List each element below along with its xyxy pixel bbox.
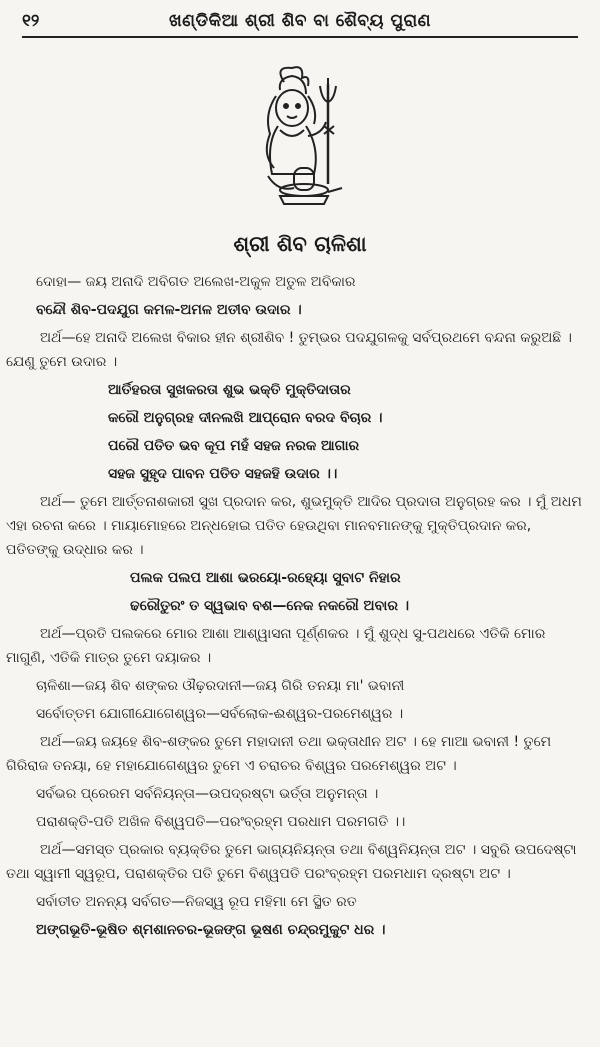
chalisa-line-4: ପରାଶକ୍ତି-ପତି ଅଖିଳ ବିଶ୍ୱପତି—ପରଂବ୍ରହ୍ମ ପରଧାମ ପରମଗତି ।। — [36, 814, 406, 830]
chalisa-line-1: ଚାଳିଶା—ଜୟ ଶିବ ଶଙ୍କର ଔଢ଼ରଦାନୀ—ଜୟ ଗିରି ତନୟା ମା' ଭବାନୀ — [36, 678, 405, 694]
verse-line-6: ଢରୌତୁରଂ ତ ସ୍ୱଭାବ ବଶ—ନେକ ନକରୌ ଅବାର । — [130, 598, 410, 614]
meaning-paragraph-2: ଅର୍ଥ— ତୁମେ ଆର୍ତ୍ତନାଶକାରୀ ସୁଖ ପ୍ରଦାନ କର, ଶୁଭମୁକ୍ତି ଆଦିର ପ୍ରଦାତା ଅନୁଗ୍ରହ କର । ମୁଁ ଅଧମ ଏହା ରଚନା କରେ । ମାୟାମୋହରେ ଅନ୍ଧହୋଇ ପତିତ ହେଉଥିବା ମାନବମାନଙ୍କୁ ମୁକ୍ତିପ୍ରଦାନ କର, ପତିତଙ୍କୁ ଉଦ୍ଧାର କର । — [6, 494, 582, 558]
verse-line-2: କରୌ ଅନୁଗ୍ରହ ଦୀନଲଖି ଆପ୍ରୋନ ବରଦ ବିଚାର । — [108, 410, 383, 426]
document-body — [6, 270, 582, 946]
shiva-illustration — [244, 64, 354, 224]
page-header — [22, 6, 578, 38]
verse-line-3: ପରୌ ପତିତ ଭବ କୂପ ମହଁ ସହଜ ନରକ ଆଗାର — [108, 438, 360, 454]
doha-line-1: ଦୋହା— ଜୟ ଅନାଦି ଅବିଗତ ଅଲେଖ-ଅକୁଳ ଅତୁଳ ଅବିକାର — [36, 274, 356, 290]
running-title: ଖଣ୍ଡିକିଆ ଶ୍ରୀ ଶିବ ବା ଶୈବ୍ୟ ପୁରାଣ — [168, 11, 432, 31]
doha-line-2: ବନ୍ଦୌ ଶିବ-ପଦଯୁଗ କମଳ-ଅମଳ ଅତୀବ ଉଦାର । — [36, 302, 302, 318]
chalisa-line-6: ଅଙ୍ଗଭୂତି-ଭୂଷିତ ଶ୍ମଶାନଚର-ଭୂଜଙ୍ଗ ଭୂଷଣ ଚନ୍ଦ୍ରମୁକୁଟ ଧର । — [36, 922, 386, 938]
verse-line-4: ସହଜ ସୁହୃଦ ପାବନ ପତିତ ସହଜହି ଉଦାର ।। — [108, 466, 338, 482]
meaning-paragraph-5: ଅର୍ଥ—ସମସ୍ତ ପ୍ରକାର ବ୍ୟକ୍ତିର ତୁମେ ଭାଗ୍ୟନିୟନ୍ତା ତଥା ବିଶ୍ୱନିୟନ୍ତା ଅଟ । ସବୁରି ଉପଦେଷ୍ଟା ତଥା ସ୍ୱାମୀ ସ୍ୱରୂପ, ପରାଶକ୍ତିର ପତି ତୁମେ ବିଶ୍ୱପତି ପରଂବ୍ରହ୍ମ ପରମଧାମ ଦ୍ରଷ୍ଟା ଅଟ । — [6, 842, 577, 882]
page-number: ୧୨ — [22, 11, 40, 31]
meaning-paragraph-1: ଅର୍ଥ—ହେ ଅନାଦି ଅଲେଖ ବିକାର ହୀନ ଶ୍ରୀଶିବ ! ତୁମ୍ଭର ପଦଯୁଗଳକୁ ସର୍ବପ୍ରଥମେ ବନ୍ଦନା କରୁଅଛି । ଯେଣୁ ତୁମେ ଉଦାର । — [6, 330, 572, 370]
chalisa-line-3: ସର୍ବଭର ପ୍ରେରମ ସର୍ବନିୟନ୍ତା—ଉପଦ୍ରଷ୍ଟା ଭର୍ତ୍ତା ଅନୁମନ୍ତା । — [36, 786, 379, 802]
section-title: ଶ୍ରୀ ଶିବ ଚାଳିଶା — [233, 232, 367, 256]
meaning-paragraph-3: ଅର୍ଥ—ପ୍ରତି ପଲକରେ ମୋର ଆଶା ଆଶ୍ୱାସନା ପୂର୍ଣ୍ଣକର । ମୁଁ ଶୁଦ୍ଧ ସୁ-ପଥଧରେ ଏତିକି ମୋର ମାଗୁଣି, ଏତିକି ମାତ୍ର ତୁମେ ଦୟାକର । — [6, 626, 546, 666]
verse-line-5: ପଲକ ପଲପ ଆଶା ଭରୟୋ-ରହ୍ୟୋ ସୁବାଟ ନିହାର — [130, 570, 401, 586]
chalisa-line-2: ସର୍ବୋତ୍ତମ ଯୋଗୀଯୋଗେଶ୍ୱର—ସର୍ବଲୋକ-ଈଶ୍ୱର-ପରମେଶ୍ୱର । — [36, 706, 404, 722]
chalisa-line-5: ସର୍ବାତୀତ ଅନନ୍ୟ ସର୍ବଗତ—ନିଜସ୍ୱ ରୂପ ମହିମା ମେ ସ୍ଥିତ ରତ — [36, 894, 357, 910]
verse-line-1: ଆର୍ତିହରତା ସୁଖକରତା ଶୁଭ ଭକ୍ତି ମୁକ୍ତିଦାତାର — [108, 382, 351, 398]
meaning-paragraph-4: ଅର୍ଥ—ଜୟ ଜୟହେ ଶିବ-ଶଙ୍କର ତୁମେ ମହାଦାନୀ ତଥା ଭକ୍ତାଧୀନ ଅଟ । ହେ ମାଆ ଭବାନୀ ! ତୁମେ ଗିରିରାଜ ତନୟା, ହେ ମହାଯୋଗେଶ୍ୱର ତୁମେ ଏ ଚରାଚର ବିଶ୍ୱର ପରମେଶ୍ୱର ଅଟ । — [6, 734, 552, 774]
